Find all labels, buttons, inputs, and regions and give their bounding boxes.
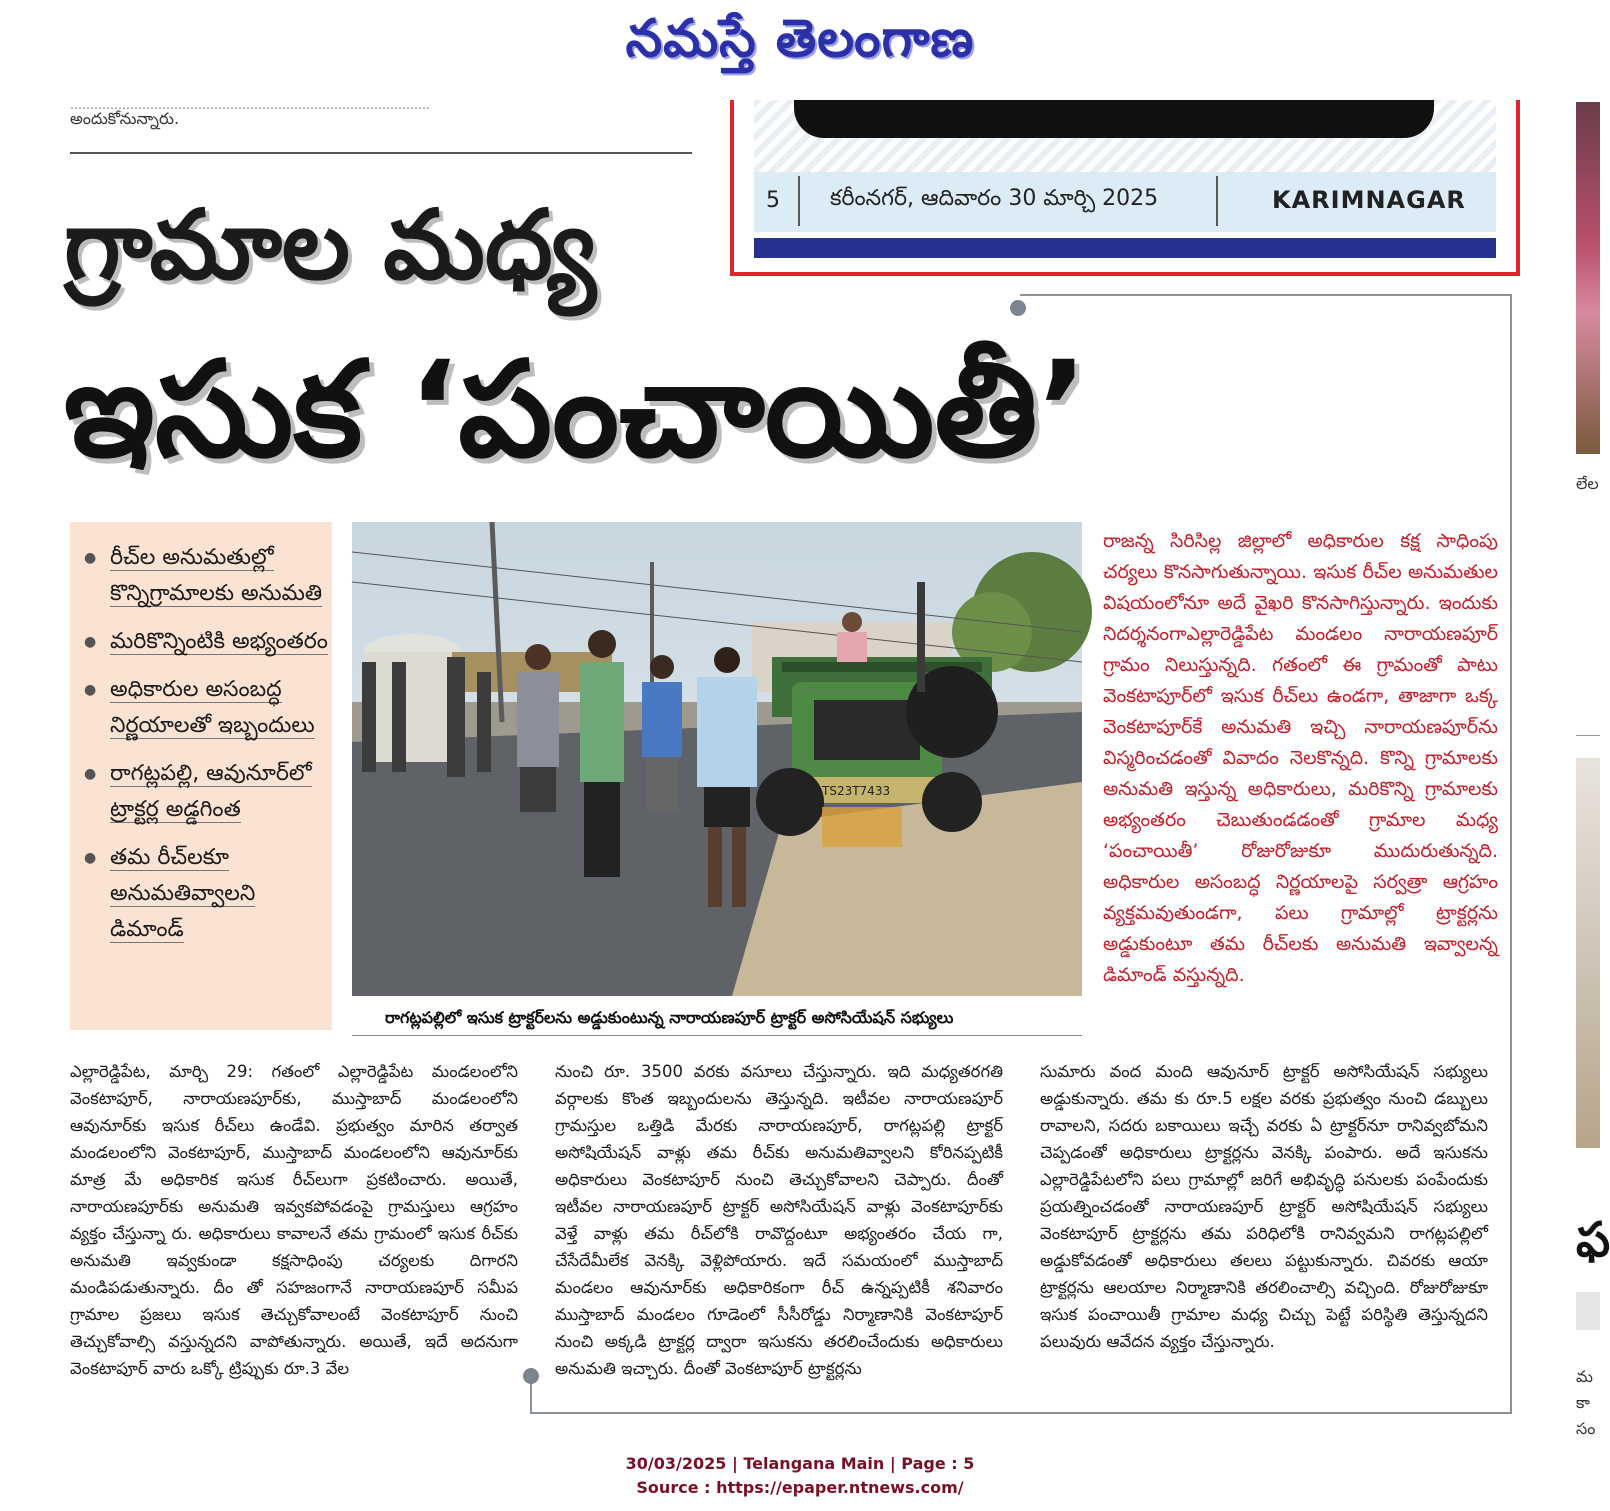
highlight-item: ● మరికొన్నింటికి అభ్యంతరం xyxy=(110,624,332,660)
highlights-box xyxy=(70,522,332,1030)
caption-underline xyxy=(352,1035,1082,1036)
body-column-2: నుంచి రూ. 3500 వరకు వసూలు చేస్తున్నారు. ఇది మధ్యతరగతి వర్గాలకు కొంత ఇబ్బందులను తెస్తున్నది. ఇటీవల నారాయణపూర్ గ్రామస్తుల ఒత్తిడి మేరకు నారాయణపూర్, రాగట్లపల్లి ట్రాక్టర్ అసోషియేషన్ వాళ్లు తమ రీచ్‌కు అనుమతివ్వాలని కోరినప్పటికీ అధికారులు వెంకటాపూర్ నుంచి తెచ్చుకోవాలని చెప్పారు. దీంతో ఇటీవల నారాయణపూర్ ట్రాక్టర్ అసోసియేషన్ వాళ్లు వెంకటాపూర్‌కు వెళ్తే వాళ్లు తమ రీచ్‌లోకి రావొద్దంటూ అభ్యంతరం చేయ గా, చేసేదేమీలేక వెనక్కి వెళ్లిపోయారు. ఇదే సమయంలో ముస్తాబాద్ మండలం ఆవునూర్‌కు అధికారికంగా రీచ్ ఉన్నప్పటికీ శనివారం ముస్తాబాద్ మండలం గూడెంలో సీసీరోడ్డు నిర్మాణానికి వెంకటాపూర్ నుంచి అక్కడి ట్రాక్టర్ల ద్వారా ఇసుకను తరలించేందుకు అధికారులు అనుమతి ఇచ్చారు. దీంతో వెంకటాపూర్ ట్రాక్టర్లను xyxy=(555,1062,1003,1378)
headline-line-1: గ్రామాల మధ్య xyxy=(64,189,596,301)
adjacent-article-text: లేల xyxy=(1576,474,1599,493)
frame-line-top xyxy=(1020,294,1512,296)
news-photo xyxy=(352,522,1082,996)
highlight-item: ● తమ రీచ్‌లకూ అనుమతివ్వాలని డిమాండ్ xyxy=(110,840,332,948)
banner-section-logo-cut xyxy=(794,100,1434,138)
footer-edition-info: 30/03/2025 | Telangana Main | Page : 5 xyxy=(625,1454,975,1473)
edition-name: KARIMNAGAR xyxy=(1272,186,1466,214)
frame-line-right xyxy=(1510,294,1512,1414)
adjacent-article-photo xyxy=(1576,758,1600,1148)
previous-article-tail xyxy=(70,92,690,132)
dateline: కరీంనగర్, ఆదివారం 30 మార్చి 2025 xyxy=(830,186,1159,211)
body-column-1: ఎల్లారెడ్డిపేట, మార్చి 29: గతంలో ఎల్లారెడ్డిపేట మండలంలోని వెంకటాపూర్, నారాయణపూర్‌కు, ముస్తాబాద్ మండలంలోని ఆవునూర్‌కు ఇసుక రీచ్‌లు ఉండేవి. ప్రభుత్వం మారిన తర్వాత మండలంలోని వెంకటాపూర్, ముస్తాబాద్ మండలంలోని ఆవునూర్‌కు మాత్ర మే అధికారిక ఇసుక రీచ్‌లుగా ప్రకటించారు. అయితే, నారాయణపూర్‌కు అనుమతి ఇవ్వకపోవడంపై గ్రామస్తులు ఆగ్రహం వ్యక్తం చేస్తున్నా రు. అధికారులు కావాలనే తమ గ్రామంలో ఇసుక రీచ్‌కు అనుమతి ఇవ్వకుండా కక్షసాధింపు చర్యలకు దిగారని మండిపడుతున్నారు. దీం తో సహజంగానే నారాయణపూర్ సమీప గ్రామాల ప్రజలు ఇసుక తెచ్చుకోవాలంటే వెంకటాపూర్ నుంచి తెచ్చుకోవాల్సి వస్తున్నదని వాపోతున్నారు. అయితే, ఇదే అదనుగా వెంకటాపూర్ వారు ఒక్కో ట్రిప్పుకు రూ.3 వేల xyxy=(70,1062,518,1378)
adjacent-box xyxy=(1576,1292,1600,1330)
frame-line-bottom xyxy=(530,1412,1512,1414)
masthead-logo: నమస్తే తెలంగాణ xyxy=(625,8,975,69)
photo-caption: రాగట్లపల్లిలో ఇసుక ట్రాక్టర్‌లను అడ్డుకుంటున్న నారాయణపూర్ ట్రాక్టర్ అసోసియేషన్ సభ్యులు xyxy=(385,1008,954,1027)
footer-source-link[interactable]: Source : https://epaper.ntnews.com/ xyxy=(636,1478,964,1497)
tractor-plate: TS23T7433 xyxy=(822,784,891,798)
previous-article-last-line: అందుకోనున్నారు. xyxy=(70,109,180,128)
cut-off-text-line: ……………………………………………………………………………… xyxy=(70,98,430,112)
adjacent-divider xyxy=(1576,735,1600,736)
page-footer xyxy=(0,1452,1600,1500)
page-header-banner xyxy=(730,100,1520,276)
banner-separator xyxy=(798,176,800,226)
body-column-3: సుమారు వంద మంది ఆవునూర్ ట్రాక్టర్ అసోసియేషన్ సభ్యులు అడ్డుకున్నారు. తమ కు రూ.5 లక్షల వరకు ప్రభుత్వం నుంచి డబ్బులు రావాలని, సదరు బకాయిలు ఇచ్చే వరకు ఏ ట్రాక్టర్‌నూ రానివ్వబోమని చెప్పడంతో అధికారులు ట్రాక్టర్లను వెనక్కి పంపారు. అదే ఇసుకను ఎల్లారెడ్డిపేటలోని పలు గ్రామాల్లో జరిగే అభివృద్ధి పనులకు పంపేందుకు ప్రయత్నించడంతో నారాయణపూర్ ట్రాక్టర్ అసోషియేషన్ సభ్యులు వెంకటాపూర్ ట్రాక్టర్లను తమ పరిధిలోకి రానివ్వమని రాగట్లపల్లిలో అడ్డుకోవడంతో అధికారులు తలలు పట్టుకున్నారు. చివరకు ఆయా ట్రాక్టర్లను ఆలయాల నిర్మాణానికి తరలించాల్సి వచ్చింది. రోజురోజుకూ ఇసుక పంచాయితీ గ్రామాల మధ్య చిచ్చు పెట్టే పరిస్థితి తెస్తున్నదని పలువురు ఆవేదన వ్యక్తం చేస్తున్నారు. xyxy=(1040,1062,1488,1351)
adjacent-article-text: మ కా సం xyxy=(1576,1367,1596,1438)
adjacent-article-photo xyxy=(1576,102,1600,454)
frame-dot xyxy=(1010,300,1026,316)
page-number: 5 xyxy=(766,188,780,213)
highlight-item: ● రీచ్‌ల అనుమతుల్లో కొన్నిగ్రామాలకు అనుమతి xyxy=(110,540,332,612)
banner-blue-bar xyxy=(754,238,1496,258)
highlight-item: ● రాగట్లపల్లి, ఆవునూర్‌లో ట్రాక్టర్ల అడ్డగింత xyxy=(110,756,332,828)
banner-separator xyxy=(1216,176,1218,226)
highlight-item: ● అధికారుల అసంబద్ధ నిర్ణయాలతో ఇబ్బందులు xyxy=(110,672,332,744)
photo-illustration xyxy=(352,522,1082,996)
adjacent-headline-fragment: ఫ xyxy=(1576,1212,1610,1268)
headline-line-2: ఇసుక ‘పంచాయితీ’ xyxy=(64,333,1088,487)
section-divider xyxy=(70,152,692,154)
frame-dot xyxy=(523,1368,539,1384)
intro-paragraph: రాజన్న సిరిసిల్ల జిల్లాలో అధికారుల కక్ష సాధింపు చర్యలు కొనసాగుతున్నాయి. ఇసుక రీచ్‌ల అనుమతుల విషయంలోనూ అదే వైఖరి కొనసాగిస్తున్నారు. ఇందుకు నిదర్శనంగాఎల్లారెడ్డిపేట మండలం నారాయణపూర్ గ్రామం నిలుస్తున్నది. గతంలో ఈ గ్రామంతో పాటు వెంకటాపూర్‌లో ఇసుక రీచ్‌లు ఉండగా, తాజాగా ఒక్క వెంకటాపూర్‌కే అనుమతి ఇచ్చి నారాయణపూర్‌ను విస్మరించడంతో వివాదం నెలకొన్నది. కొన్ని గ్రామాలకు అనుమతి ఇస్తున్న అధికారులు, మరికొన్ని గ్రామాలకు అభ్యంతరం చెబుతుండడంతో గ్రామాల మధ్య ‘పంచాయితీ’ రోజురోజుకూ ముదురుతున్నది. అధికారుల అసంబద్ధ నిర్ణయాలపై సర్వత్రా ఆగ్రహం వ్యక్తమవుతుండగా, పలు గ్రామాల్లో ట్రాక్టర్లను అడ్డుకుంటూ తమ రీచ్‌లకు అనుమతి ఇవ్వాలన్న డిమాండ్ వస్తున్నది. xyxy=(1103,530,1498,986)
